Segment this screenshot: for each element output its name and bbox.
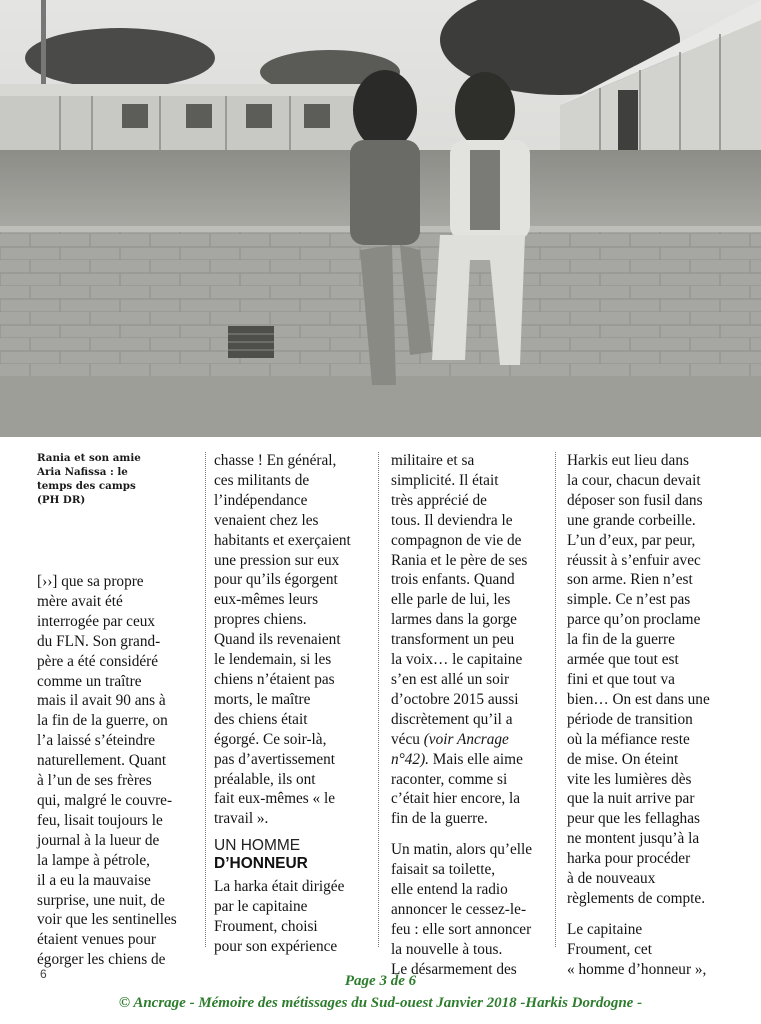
text-line: des chiens était [214,710,308,728]
text-line: mais il avait 90 ans à [37,692,166,710]
text-line: annoncer le cessez-le- [391,900,527,918]
column-divider [378,452,379,947]
text-line: le lendemain, si les [214,651,332,669]
text-line: la fin de la guerre [567,631,675,649]
text-line: c’était hier encore, la [391,790,521,808]
text-line: fini et que tout va [567,670,675,688]
text-line: à de nouveaux [567,870,656,888]
photo-caption [37,451,197,507]
text-line: tous. Il deviendra le [391,511,513,529]
text-line: compagnon de vie de [391,531,522,549]
text-line: la nouvelle à tous. [391,940,503,958]
text-line: transforment un peu [391,631,515,649]
text-line: réussit à s’enfuir avec [567,551,701,569]
text-line: vécu (voir Ancrage [391,730,509,748]
text-line: armée que tout est [567,651,679,669]
column-1 [37,451,197,970]
article-photo [0,0,761,437]
text-line: comme un traître [37,672,142,690]
text-line: travail ». [214,810,269,828]
text-line: son arme. Rien n’est [567,571,693,589]
text-line: feu, lisait toujours le [37,811,163,829]
photo-illustration [0,0,761,437]
text-line: ne montent jusqu’à la [567,830,700,848]
text-line: la voix… le capitaine [391,651,523,669]
text-line: mère avait été [37,592,123,610]
column-divider [555,452,556,947]
text-line: habitants et exerçaient [214,531,351,549]
text-line: [››] que sa propre [37,573,144,590]
text-line: à l’un de ses frères [37,772,152,790]
caption-line: Rania et son amie [37,452,141,464]
text-line: vite les lumières dès [567,770,692,788]
text-line: simplicité. Il était [391,471,499,489]
text-line: elle entend la radio [391,881,508,899]
text-line: faisait sa toilette, [391,861,496,879]
caption-line: (PH DR) [37,494,86,506]
text-line: surprise, une nuit, de [37,891,165,909]
text-line: pour son expérience [214,937,338,955]
text-line: chiens n’étaient pas [214,670,335,688]
text-line: l’indépendance [214,491,308,509]
text-line: étaient venues pour [37,931,156,949]
text-line: L’un d’eux, par peur, [567,531,696,549]
text-line: n°42). Mais elle aime [391,750,523,768]
text-line: Un matin, alors qu’elle [391,841,533,859]
text-line: égorger les chiens de [37,951,166,969]
text-line: discrètement qu’il a [391,710,513,728]
text-line: préalable, ils ont [214,770,316,788]
footer-page-indicator: Page 3 de 6 [344,973,417,989]
column-divider [205,452,206,947]
text-line: venaient chez les [214,511,319,529]
column-2 [214,451,357,957]
caption-line: temps des camps [37,480,136,492]
text-line: règlements de compte. [567,889,706,907]
text-line: Rania et le père de ses [391,551,528,569]
text-line: l’a laissé s’éteindre [37,732,156,750]
text-line: feu : elle sort annoncer [391,920,532,938]
text-line: une pression sur eux [214,551,340,569]
text-line: la fin de la guerre, on [37,712,168,730]
text-line: La harka était dirigée [214,878,345,896]
text-line: trois enfants. Quand [391,571,515,589]
text-line: simple. Ce n’est pas [567,591,691,609]
text-line: bien… On est dans une [567,690,710,708]
column-3-text [391,451,539,730]
text-line: par le capitaine [214,898,308,916]
column-3-text-c [391,840,539,979]
text-line: Le capitaine [567,920,643,938]
text-line: naturellement. Quant [37,752,167,770]
text-line: du FLN. Son grand- [37,632,161,650]
column-3 [391,451,539,980]
text-line: s’en est allé un soir [391,670,510,688]
text-line: parce qu’on proclame [567,611,701,629]
text-line: Froument, choisi [214,918,318,936]
subheading-line-1: UN HOMME [214,837,301,855]
page-number: 6 [40,967,47,981]
text-line: chasse ! En général, [214,452,337,469]
text-line: elle parle de lui, les [391,591,511,609]
text-line: une grande corbeille. [567,511,696,529]
text-line: que la nuit arrive par [567,790,695,808]
text-line: morts, le maître [214,690,311,708]
text-line: peur que les fellaghas [567,810,700,828]
text-line: interrogée par ceux [37,612,156,630]
subheading-line-2: D’HONNEUR [214,855,308,873]
column-3-text-b [391,770,539,830]
column-2-text-after [214,877,357,957]
text-line: de mise. On éteint [567,750,679,768]
text-line: égorgé. Ce soir-là, [214,730,327,748]
text-line: d’octobre 2015 aussi [391,690,519,708]
text-line: « homme d’honneur », [567,960,707,978]
text-line: la lampe à pétrole, [37,851,150,869]
text-line: militaire et sa [391,452,475,469]
text-line: propres chiens. [214,611,307,629]
text-line: voir que les sentinelles [37,911,177,929]
text-line: Harkis eut lieu dans [567,452,689,469]
column-2-text [214,451,357,829]
text-line: harka pour procéder [567,850,691,868]
text-line: journal à la lueur de [37,831,160,849]
text-line: fin de la guerre. [391,810,488,828]
text-line: où la méfiance reste [567,730,690,748]
text-line: Froument, cet [567,940,652,958]
text-line: période de transition [567,710,693,728]
text-line: Le désarmement des [391,960,517,978]
text-line: Quand ils revenaient [214,631,341,649]
caption-line: Aria Nafissa : le [37,466,128,478]
text-line: larmes dans la gorge [391,611,517,629]
footer-copyright: © Ancrage - Mémoire des métissages du Sud-ouest Janvier 2018 -Harkis Dordogne - [118,995,643,1011]
text-line: pas d’avertissement [214,750,336,768]
text-line: raconter, comme si [391,770,508,788]
text-line: père a été considéré [37,652,159,670]
column-4 [567,451,727,980]
text-line: pour qu’ils égorgent [214,571,338,589]
text-line: fait eux-mêmes « le [214,790,336,808]
text-line: la cour, chacun devait [567,471,701,489]
column-4-text [567,451,727,909]
text-line: eux-mêmes leurs [214,591,319,609]
text-line: déposer son fusil dans [567,491,703,509]
text-line: très apprécié de [391,491,487,509]
column-1-text [37,572,197,970]
text-line: il a eu la mauvaise [37,871,151,889]
column-4-text-b [567,920,727,980]
text-line: qui, malgré le couvre- [37,791,173,809]
text-line: ces militants de [214,471,310,489]
